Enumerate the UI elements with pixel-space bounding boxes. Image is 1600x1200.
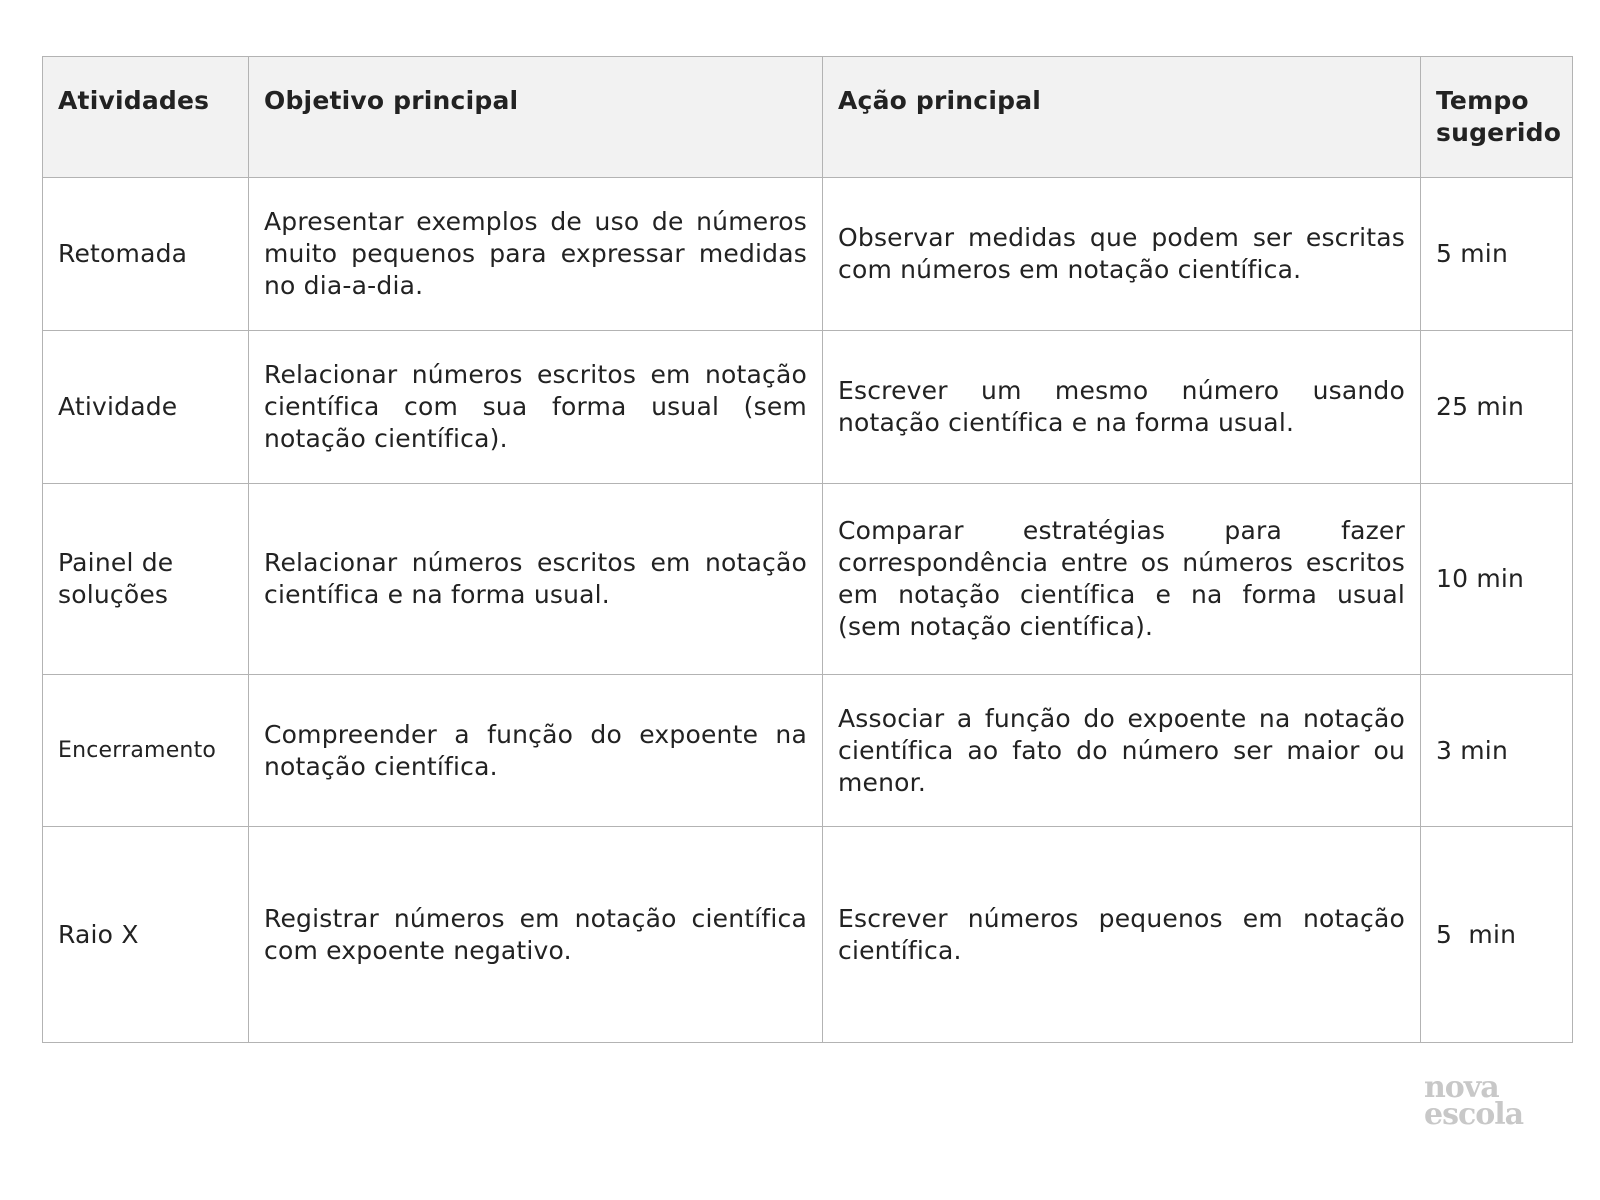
action-cell: Observar medidas que podem ser escritas com números em notação científica. <box>823 178 1421 331</box>
objective-cell: Apresentar exemplos de uso de números muito pequenos para expressar medidas no dia-a-dia. <box>249 178 823 331</box>
table-row <box>43 331 1573 484</box>
action-cell: Escrever números pequenos em notação científica. <box>823 827 1421 1043</box>
action-cell: Comparar estratégias para fazer correspondência entre os números escritos em notação científica e na forma usual (sem notação científica). <box>823 484 1421 675</box>
action-cell: Associar a função do expoente na notação científica ao fato do número ser maior ou menor. <box>823 675 1421 827</box>
objective-cell: Relacionar números escritos em notação científica com sua forma usual (sem notação científica). <box>249 331 823 484</box>
table-row <box>43 484 1573 675</box>
objective-cell: Registrar números em notação científica com expoente negativo. <box>249 827 823 1043</box>
table-row <box>43 827 1573 1043</box>
table-row <box>43 178 1573 331</box>
header-objetivo-principal: Objetivo principal <box>249 57 823 178</box>
objective-cell: Relacionar números escritos em notação científica e na forma usual. <box>249 484 823 675</box>
activity-name-cell: Painel de soluções <box>43 484 249 675</box>
header-tempo-sugerido: Tempo sugerido <box>1421 57 1573 178</box>
activity-name-cell: Atividade <box>43 331 249 484</box>
table-body <box>43 178 1573 1043</box>
logo-line-escola: escola <box>1424 1097 1524 1132</box>
table-header <box>43 57 1573 178</box>
lesson-plan-table <box>42 56 1573 1043</box>
time-cell: 5 min <box>1421 178 1573 331</box>
activity-name-cell: Encerramento <box>43 675 249 827</box>
activity-name-cell: Retomada <box>43 178 249 331</box>
time-cell: 10 min <box>1421 484 1573 675</box>
table-row <box>43 675 1573 827</box>
time-cell: 3 min <box>1421 675 1573 827</box>
header-acao-principal: Ação principal <box>823 57 1421 178</box>
objective-cell: Compreender a função do expoente na notação científica. <box>249 675 823 827</box>
header-row <box>43 57 1573 178</box>
action-cell: Escrever um mesmo número usando notação científica e na forma usual. <box>823 331 1421 484</box>
time-cell: 5 min <box>1421 827 1573 1043</box>
header-atividades: Atividades <box>43 57 249 178</box>
nova-escola-logo <box>1424 1070 1524 1132</box>
time-cell: 25 min <box>1421 331 1573 484</box>
activity-name-cell: Raio X <box>43 827 249 1043</box>
logo-line-nova: nova <box>1424 1070 1499 1105</box>
